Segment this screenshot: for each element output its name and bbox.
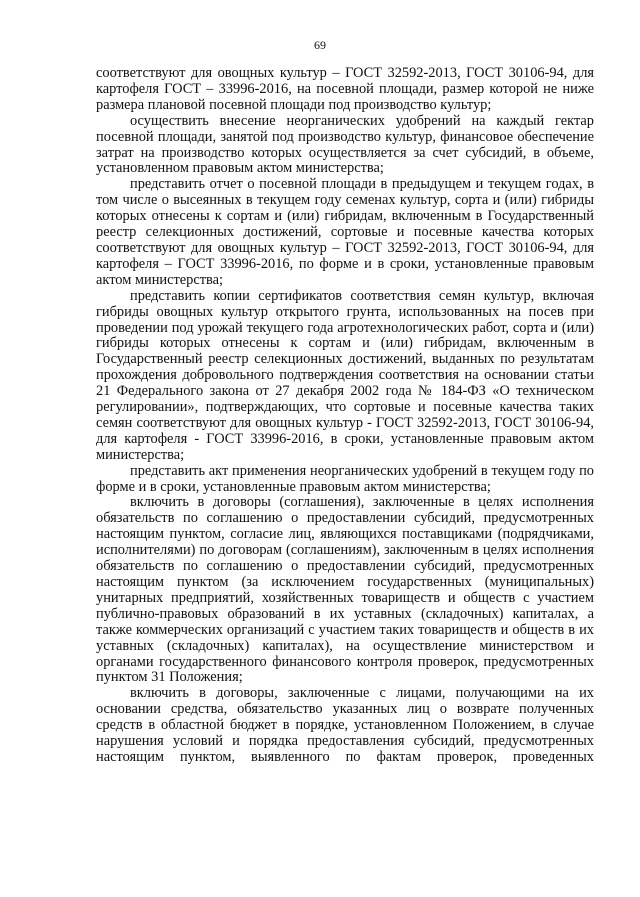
document-body [96, 66, 594, 766]
paragraph: включить в договоры (соглашения), заключенные в целях исполнения обязательств по соглашению о предоставлении субсидий, предусмотренных настоящим пунктом, согласие лиц, являющихся поставщиками (подрядчиками, исполнителями) по договорам (соглашениям), заключенным в целях исполнения обязательств по соглашению о предоставлении субсидий, предусмотренных настоящим пунктом (за исключением государственных (муниципальных) унитарных предприятий, хозяйственных товариществ и обществ с участием публично-правовых образований в их уставных (складочных) капиталах, а также коммерческих организаций с участием таких товариществ и обществ в их уставных (складочных) капиталах), на осуществление министерством и органами государственного финансового контроля проверок, предусмотренных пунктом 31 Положения; [96, 494, 594, 686]
paragraph: соответствуют для овощных культур – ГОСТ 32592-2013, ГОСТ 30106-94, для картофеля ГОСТ – 33996-2016, на посевной площади, размер которой не ниже размера плановой посевной площади под производство культур; [96, 65, 594, 113]
paragraph: включить в договоры, заключенные с лицами, получающими на их основании средства, обязательство указанных лиц о возврате полученных средств в областной бюджет в порядке, установленном Положением, в случае нарушения условий и порядка предоставления субсидий, предусмотренных настоящим пунктом, выявленного по фактам проверок, проведенных [96, 685, 594, 765]
paragraph: представить отчет о посевной площади в предыдущем и текущем годах, в том числе о высеянных в текущем году семенах культур, сорта и (или) гибриды которых отнесены к сортам и (или) гибридам, включенным в Государственный реестр селекционных достижений, сортовые и посевные качества которых соответствуют для овощных культур – ГОСТ 32592-2013, ГОСТ 30106-94, для картофеля – ГОСТ 33996-2016, по форме и в сроки, установленные правовым актом министерства; [96, 176, 594, 288]
paragraph: осуществить внесение неорганических удобрений на каждый гектар посевной площади, занятой под производство культур, финансовое обеспечение затрат на производство которых осуществляется за счет субсидий, в объеме, установленном правовым актом министерства; [96, 112, 594, 177]
paragraph: представить акт применения неорганических удобрений в текущем году по форме и в сроки, установленные правовым актом министерства; [96, 462, 594, 495]
paragraph: представить копии сертификатов соответствия семян культур, включая гибриды овощных культур открытого грунта, использованных на посев при проведении под урожай текущего года агротехнологических работ, сорта и (или) гибриды которых отнесены к сортам и (или) гибридам, включенным в Государственный реестр селекционных достижений, выданных по результатам прохождения добровольного подтверждения соответствия на основании статьи 21 Федерального закона от 27 декабря 2002 года № 184-ФЗ «О техническом регулировании», подтверждающих, что сортовые и посевные качества таких семян соответствуют для овощных культур - ГОСТ 32592-2013, ГОСТ 30106-94, для картофеля - ГОСТ 33996-2016, в сроки, установленные правовым актом министерства; [96, 287, 594, 463]
page-number: 69 [314, 38, 326, 52]
